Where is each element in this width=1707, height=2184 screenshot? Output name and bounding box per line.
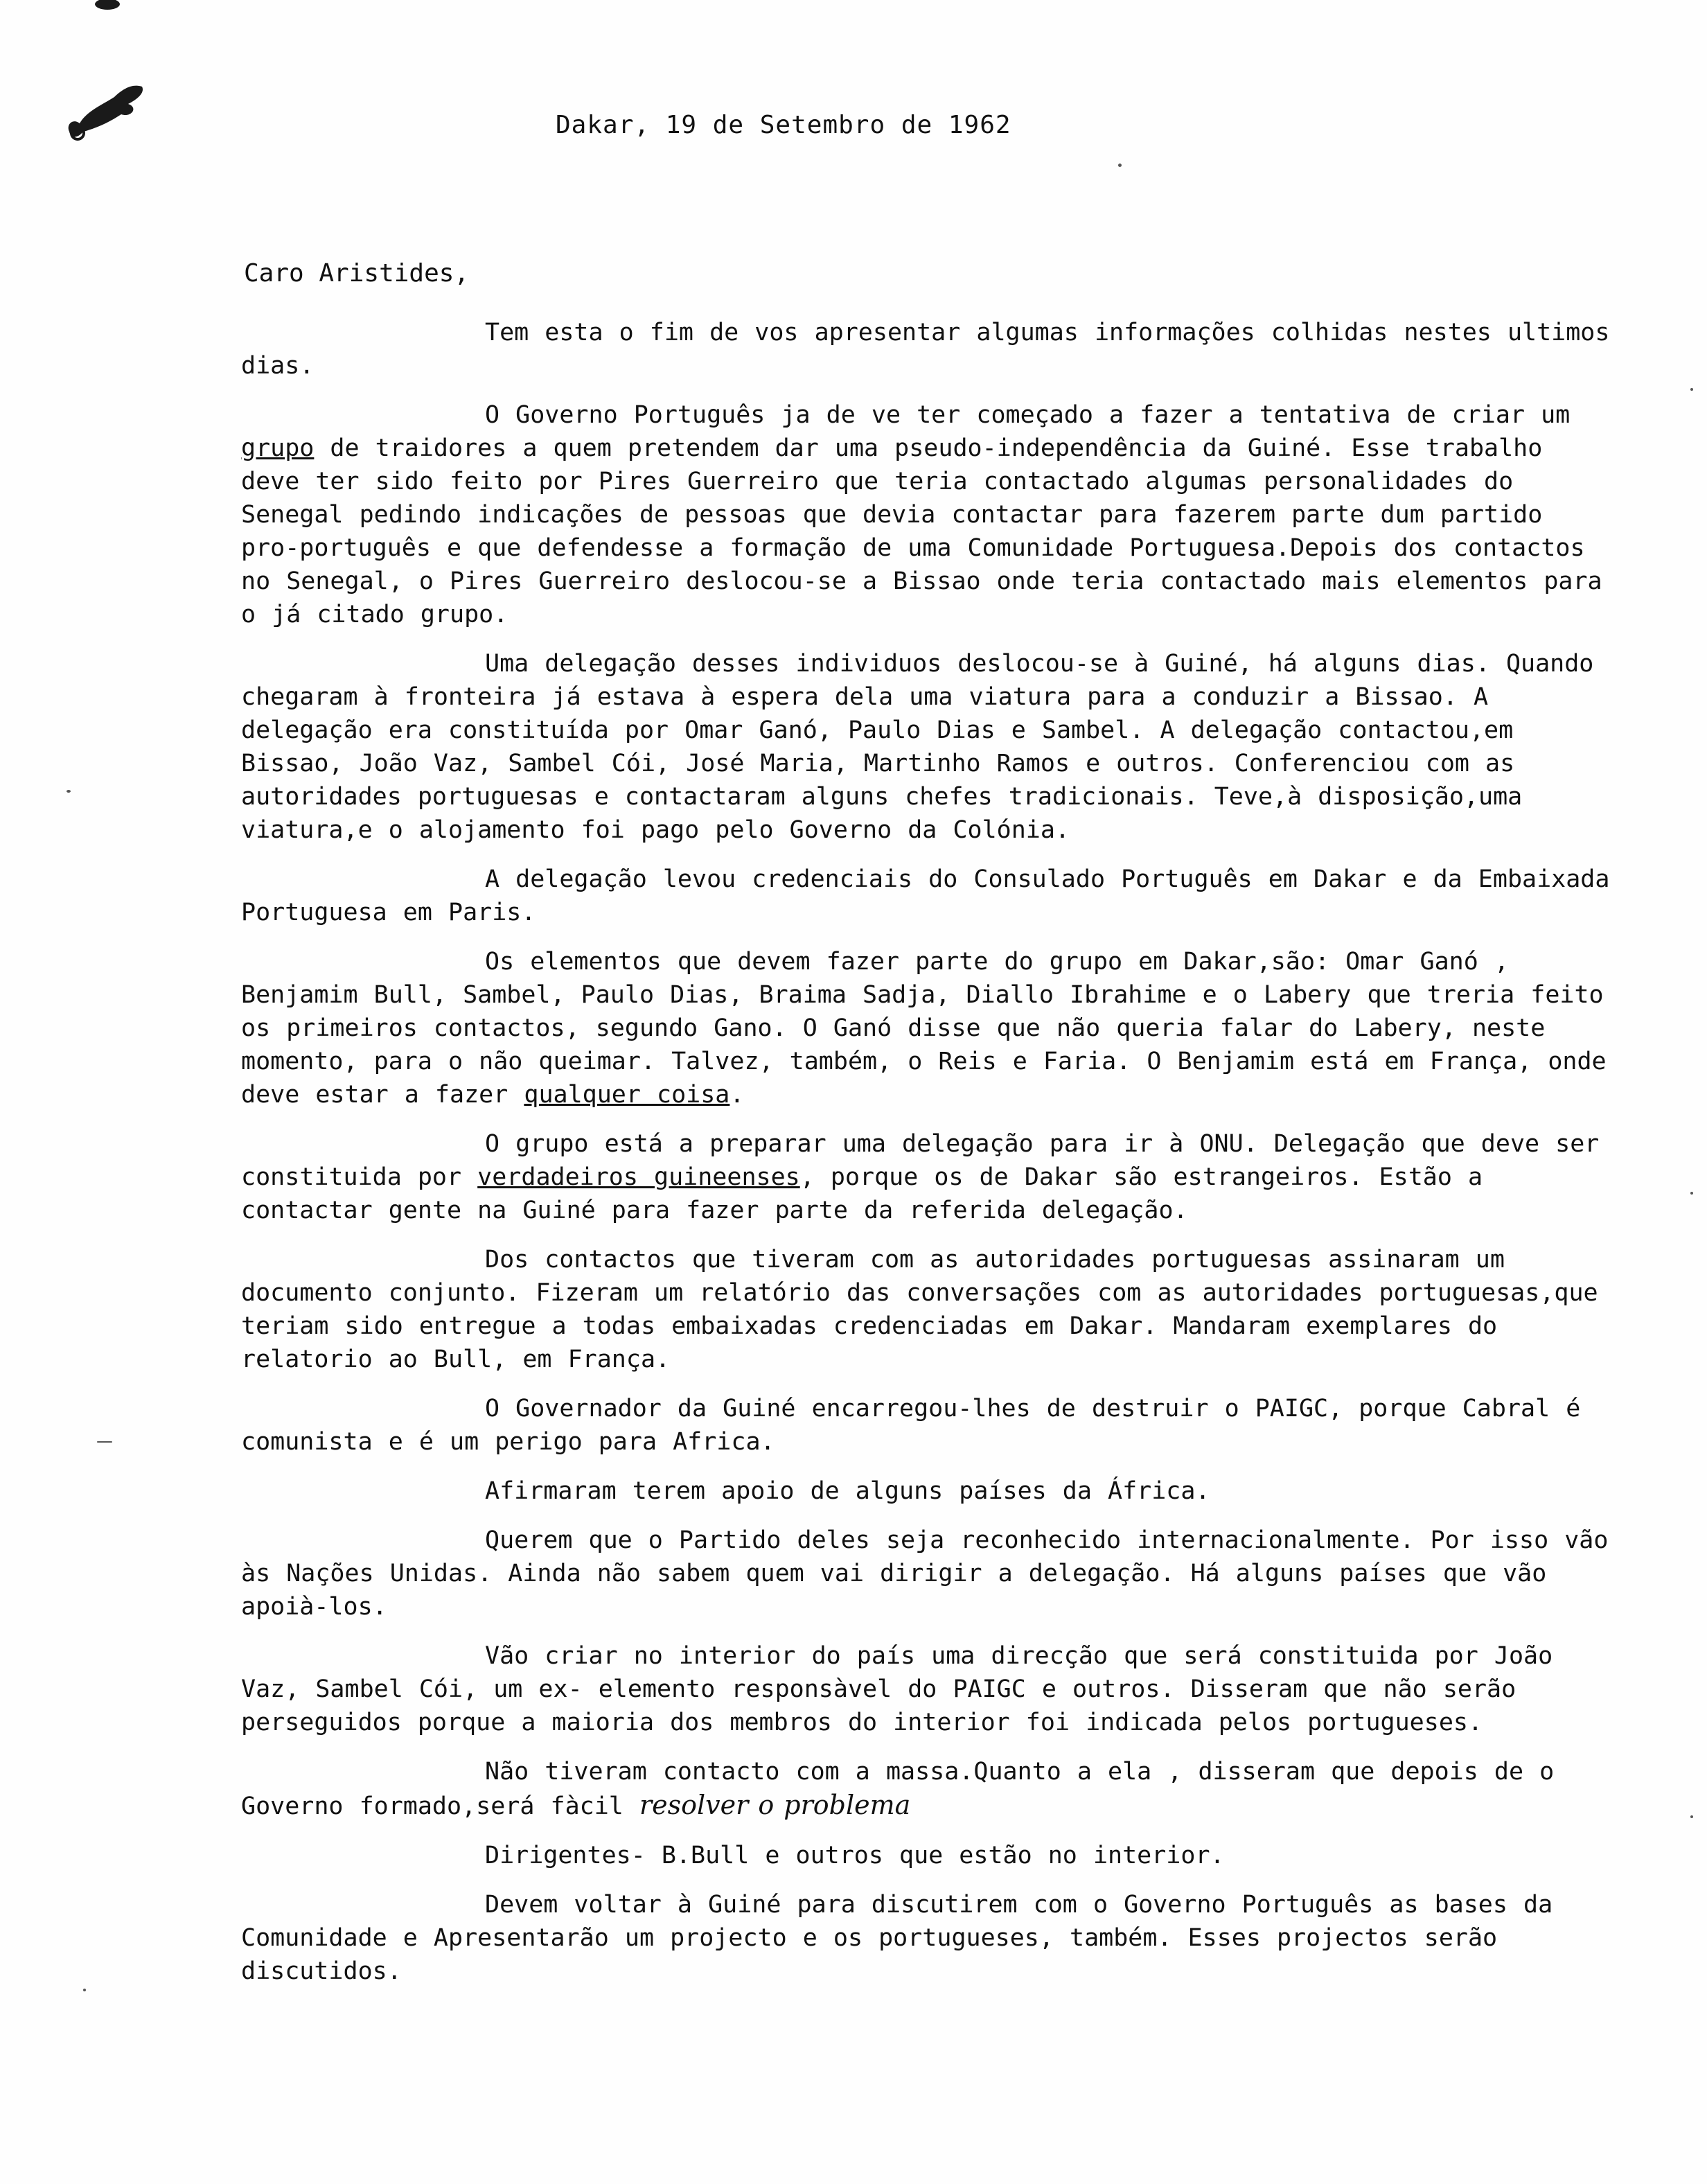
paragraph (241, 1474, 1613, 1508)
paragraph (241, 398, 1613, 631)
paragraph-text: , porque os de Dakar são estrangeiros. Estão a contactar gente na Guiné para fazer parte da referida delegação. (241, 1163, 1483, 1224)
paragraph (241, 1127, 1613, 1227)
stray-speck (1690, 1815, 1693, 1818)
underlined-text: verdadeiros guineenses (477, 1163, 800, 1191)
paragraph-text: Afirmaram terem apoio de alguns países da África. (485, 1477, 1210, 1505)
paragraph-text: O Governo Português ja de ve ter começado a fazer a tentativa de criar um (485, 401, 1571, 429)
ink-blot-mark (62, 69, 152, 152)
paragraph-text: Dos contactos que tiveram com as autoridades portuguesas assinaram um documento conjunto. Fizeram um relatório das conversações com as autoridades portuguesas,que teriam sido entregue a todas embaixadas credenciadas em Dakar. Mandaram exemplares do relatorio ao Bull, em França. (241, 1246, 1598, 1373)
paragraph (241, 945, 1613, 1111)
stray-speck (83, 1989, 86, 1991)
paragraph-text: O grupo está a preparar uma delegação para ir à ONU. Delegação que deve ser constituida por (241, 1130, 1600, 1191)
letter-body (241, 316, 1613, 2004)
paragraph-text: Devem voltar à Guiné para discutirem com o Governo Português as bases da Comunidade e Apresentarão um projecto e os portugueses, também. Esses projectos serão discutidos. (241, 1891, 1553, 1985)
paragraph-text: . (729, 1081, 745, 1109)
paragraph (241, 1524, 1613, 1623)
letter-salutation: Caro Aristides, (244, 259, 470, 288)
handwritten-insertion: resolver o problema (639, 1790, 911, 1820)
paragraph-text: Dirigentes- B.Bull e outros que estão no interior. (485, 1842, 1225, 1869)
paragraph (241, 316, 1613, 382)
paragraph-text: Vão criar no interior do país uma direcção que será constituida por João Vaz, Sambel Cói, um ex- elemento responsàvel do PAIGC e outros. Disseram que não serão perseguidos porque a maioria dos membros do interior foi indicada pelos portugueses. (241, 1642, 1553, 1736)
paragraph-text: A delegação levou credenciais do Consulado Português em Dakar e da Embaixada Portuguesa em Paris. (241, 865, 1610, 926)
paragraph (241, 1639, 1613, 1739)
paragraph (241, 1888, 1613, 1988)
paragraph (241, 1392, 1613, 1459)
paragraph (241, 1839, 1613, 1872)
paragraph-text: Não tiveram contacto com a massa.Quanto a ela , disseram que depois de o Governo formado,será fàcil (241, 1758, 1555, 1820)
letter-date: Dakar, 19 de Setembro de 1962 (556, 111, 1011, 139)
paragraph-text: Querem que o Partido deles seja reconhecido internacionalmente. Por isso vão às Nações Unidas. Ainda não sabem quem vai dirigir a delegação. Há alguns países que vão apoià-los. (241, 1526, 1609, 1621)
ink-spot-mark (90, 0, 125, 14)
paragraph-text: Os elementos que devem fazer parte do grupo em Dakar,são: Omar Ganó , Benjamim Bull, Sambel, Paulo Dias, Braima Sadja, Diallo Ibrahime e o Labery que treria feito os primeiros contactos, segundo Gano. O Ganó disse que não queria falar do Labery, neste momento, para o não queimar. Talvez, também, o Reis e Faria. O Benjamim está em França, onde deve estar a fazer (241, 948, 1607, 1109)
paragraph-text: de traidores a quem pretendem dar uma pseudo-independência da Guiné. Esse trabalho deve ter sido feito por Pires Guerreiro que teria contactado algumas personalidades do Senegal pedindo indicações de pessoas que devia contactar para fazerem parte dum partido pro-português e que defendesse a formação de uma Comunidade Portuguesa.Depois dos contactos no Senegal, o Pires Guerreiro deslocou-se a Bissao onde teria contactado mais elementos para o já citado grupo. (241, 434, 1602, 628)
underlined-text: grupo (241, 434, 315, 462)
paragraph (241, 1755, 1613, 1823)
stray-speck (1690, 388, 1693, 391)
underlined-text: qualquer coisa (524, 1081, 730, 1109)
paragraph (241, 647, 1613, 847)
stray-speck (1118, 164, 1122, 167)
paragraph (241, 863, 1613, 929)
paragraph (241, 1243, 1613, 1376)
stray-speck (67, 790, 71, 793)
stray-speck (97, 1441, 112, 1443)
paragraph-text: Tem esta o fim de vos apresentar algumas informações colhidas nestes ultimos dias. (241, 319, 1610, 380)
stray-speck (1690, 1192, 1693, 1195)
paragraph-text: Uma delegação desses individuos deslocou-se à Guiné, há alguns dias. Quando chegaram à fronteira já estava à espera dela uma viatura para a conduzir a Bissao. A delegação era constituída por Omar Ganó, Paulo Dias e Sambel. A delegação contactou,em Bissao, João Vaz, Sambel Cói, José Maria, Martinho Ramos e outros. Conferenciou com as autoridades portuguesas e contactaram alguns chefes tradicionais. Teve,à disposição,uma viatura,e o alojamento foi pago pelo Governo da Colónia. (241, 650, 1594, 844)
paragraph-text: O Governador da Guiné encarregou-lhes de destruir o PAIGC, porque Cabral é comunista e é um perigo para Africa. (241, 1395, 1581, 1456)
